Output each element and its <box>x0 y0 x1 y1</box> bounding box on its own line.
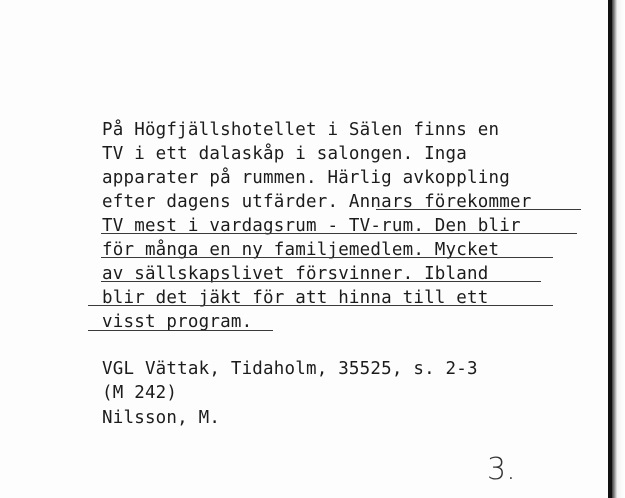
underline-mark-4 <box>101 281 541 282</box>
source-line-2: (M 242) <box>102 383 178 403</box>
body-line-1: På Högfjällshotellet i Sälen finns en <box>102 120 500 140</box>
body-line-3: apparater på rummen. Härlig avkoppling <box>102 168 510 188</box>
body-line-6: för många en ny familjemedlem. Mycket <box>102 240 500 260</box>
body-line-4: efter dagens utfärder. Annars förekommer <box>102 192 532 212</box>
source-line-1: VGL Vättak, Tidaholm, 35525, s. 2-3 <box>102 359 478 379</box>
underline-mark-5 <box>88 305 553 306</box>
body-line-9: visst program. <box>102 312 253 332</box>
body-line-5: TV mest i vardagsrum - TV-rum. Den blir <box>102 216 521 236</box>
body-line-2: TV i ett dalaskåp i salongen. Inga <box>102 144 468 164</box>
underline-mark-6 <box>88 330 273 331</box>
underline-mark-3 <box>101 257 553 258</box>
card-edge-shadow <box>612 0 625 498</box>
page-number: 3. <box>487 452 516 487</box>
source-line-3: Nilsson, M. <box>102 408 221 428</box>
body-line-7: av sällskapslivet försvinner. Ibland <box>102 264 489 284</box>
underline-mark-2 <box>101 233 577 234</box>
body-line-8: blir det jäkt för att hinna till ett <box>102 288 489 308</box>
underline-mark-1 <box>376 209 581 210</box>
